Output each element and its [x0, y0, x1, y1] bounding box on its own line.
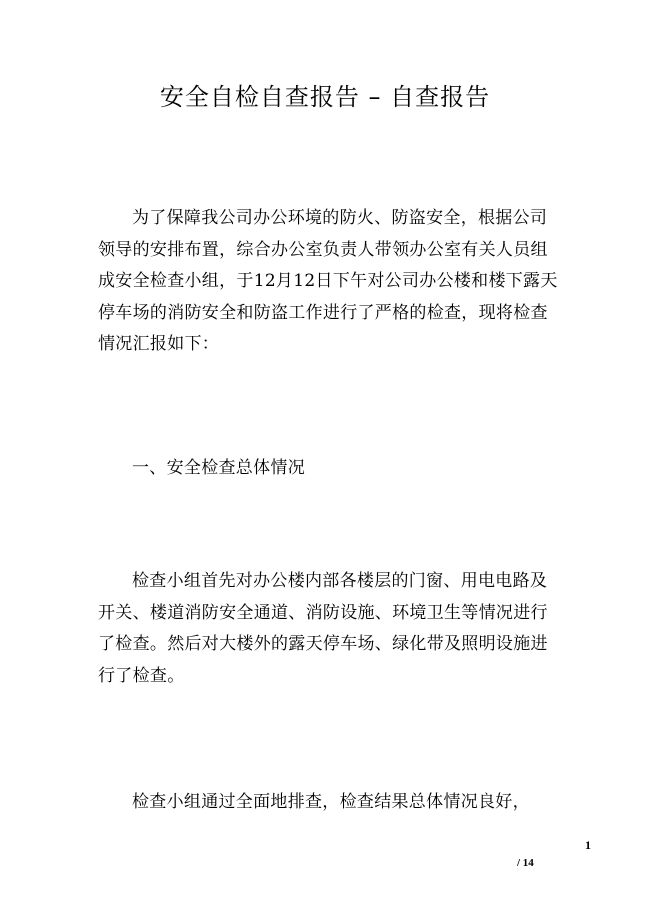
- document-title: 安全自检自查报告 – 自查报告: [159, 83, 491, 111]
- page-total: / 14: [517, 857, 534, 869]
- section-heading: 一、安全检查总体情况: [132, 458, 305, 478]
- body-paragraph: 检查小组通过全面地排查，检查结果总体情况良好，: [132, 792, 530, 812]
- page-number: 1: [585, 838, 591, 852]
- intro-paragraph: 为了保障我公司办公环境的防火、防盗安全，根据公司领导的安排布置，综合办公室负责人带领办公室有关人员组成安全检查小组，于12月12日下午对公司办公楼和楼下露天停车场的消防安全和防盗工作进行了严格的检查，现将检查情况汇报如下：: [98, 208, 558, 354]
- body-paragraph: 检查小组首先对办公楼内部各楼层的门窗、用电电路及开关、楼道消防安全通道、消防设施、环境卫生等情况进行了检查。然后对大楼外的露天停车场、绿化带及照明设施进行了检查。: [98, 571, 548, 686]
